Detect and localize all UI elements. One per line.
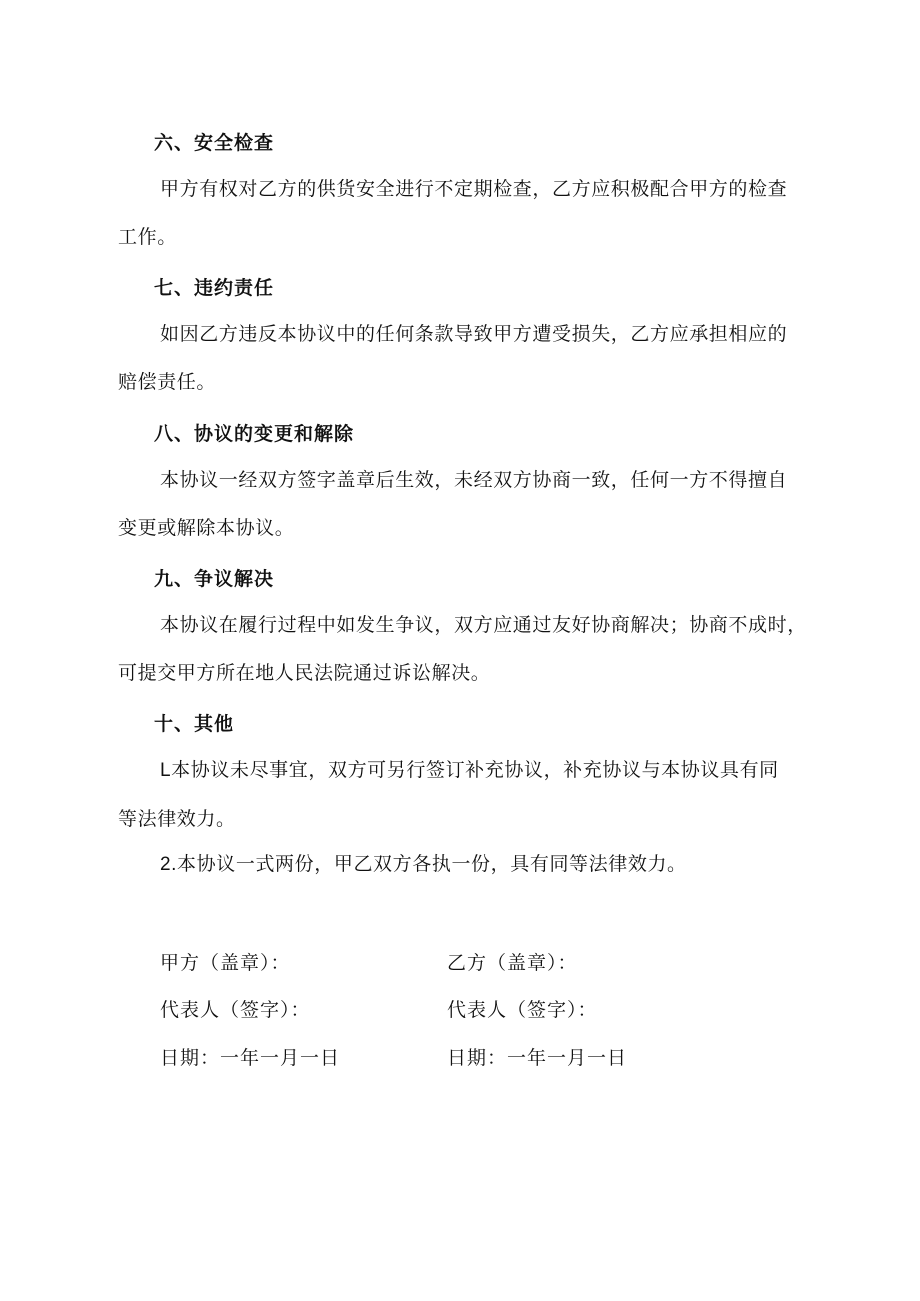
body-line [118,746,818,795]
body-line: 甲方有权对乙方的供货安全进行不定期检查，乙方应积极配合甲方的检查 [160,178,788,200]
section-body-liability [118,310,818,406]
list-marker: 2. [160,854,178,875]
section-heading-amendment: 八、协议的变更和解除 [154,423,355,445]
body-line: 本协议一经双方签字盖章后生效，未经双方协商一致，任何一方不得擅自 [160,469,788,491]
party-b-representative: 代表人（签字）： [447,999,598,1021]
section-body-other-item-2 [118,840,818,889]
body-line: 工作。 [118,226,177,248]
body-line: 本协议在履行过程中如发生争议，双方应通过友好协商解决；协商不成时， [160,614,807,636]
party-a-date: 日期：一年一月一日 [160,1047,341,1069]
party-a-seal: 甲方（盖章）： [160,952,291,974]
section-heading-safety: 六、安全检查 [154,132,275,154]
body-line: 变更或解除本协议。 [118,517,295,539]
body-line: 如因乙方违反本协议中的任何条款导致甲方遭受损失，乙方应承担相应的 [160,323,788,345]
party-b-seal: 乙方（盖章）： [447,952,578,974]
section-heading-liability: 七、违约责任 [154,277,275,299]
body-line: 赔偿责任。 [118,371,217,393]
section-body-dispute [118,601,818,697]
section-heading-other: 十、其他 [154,713,235,735]
body-line: 可提交甲方所在地人民法院通过诉讼解决。 [118,662,491,684]
list-text: 本协议一式两份，甲乙双方各执一份，具有同等法律效力。 [177,853,687,875]
body-line: 等法律效力。 [118,808,236,830]
body-line [118,840,818,889]
list-text: 本协议未尽事宜，双方可另行签订补充协议，补充协议与本协议具有同 [171,759,779,781]
party-b-date: 日期：一年一月一日 [447,1047,628,1069]
section-body-safety [118,165,818,261]
party-a-representative: 代表人（签字）： [160,999,311,1021]
section-body-other-item-1 [118,746,818,843]
section-body-amendment [118,456,818,552]
section-heading-dispute: 九、争议解决 [154,568,275,590]
list-marker: L [160,760,172,781]
